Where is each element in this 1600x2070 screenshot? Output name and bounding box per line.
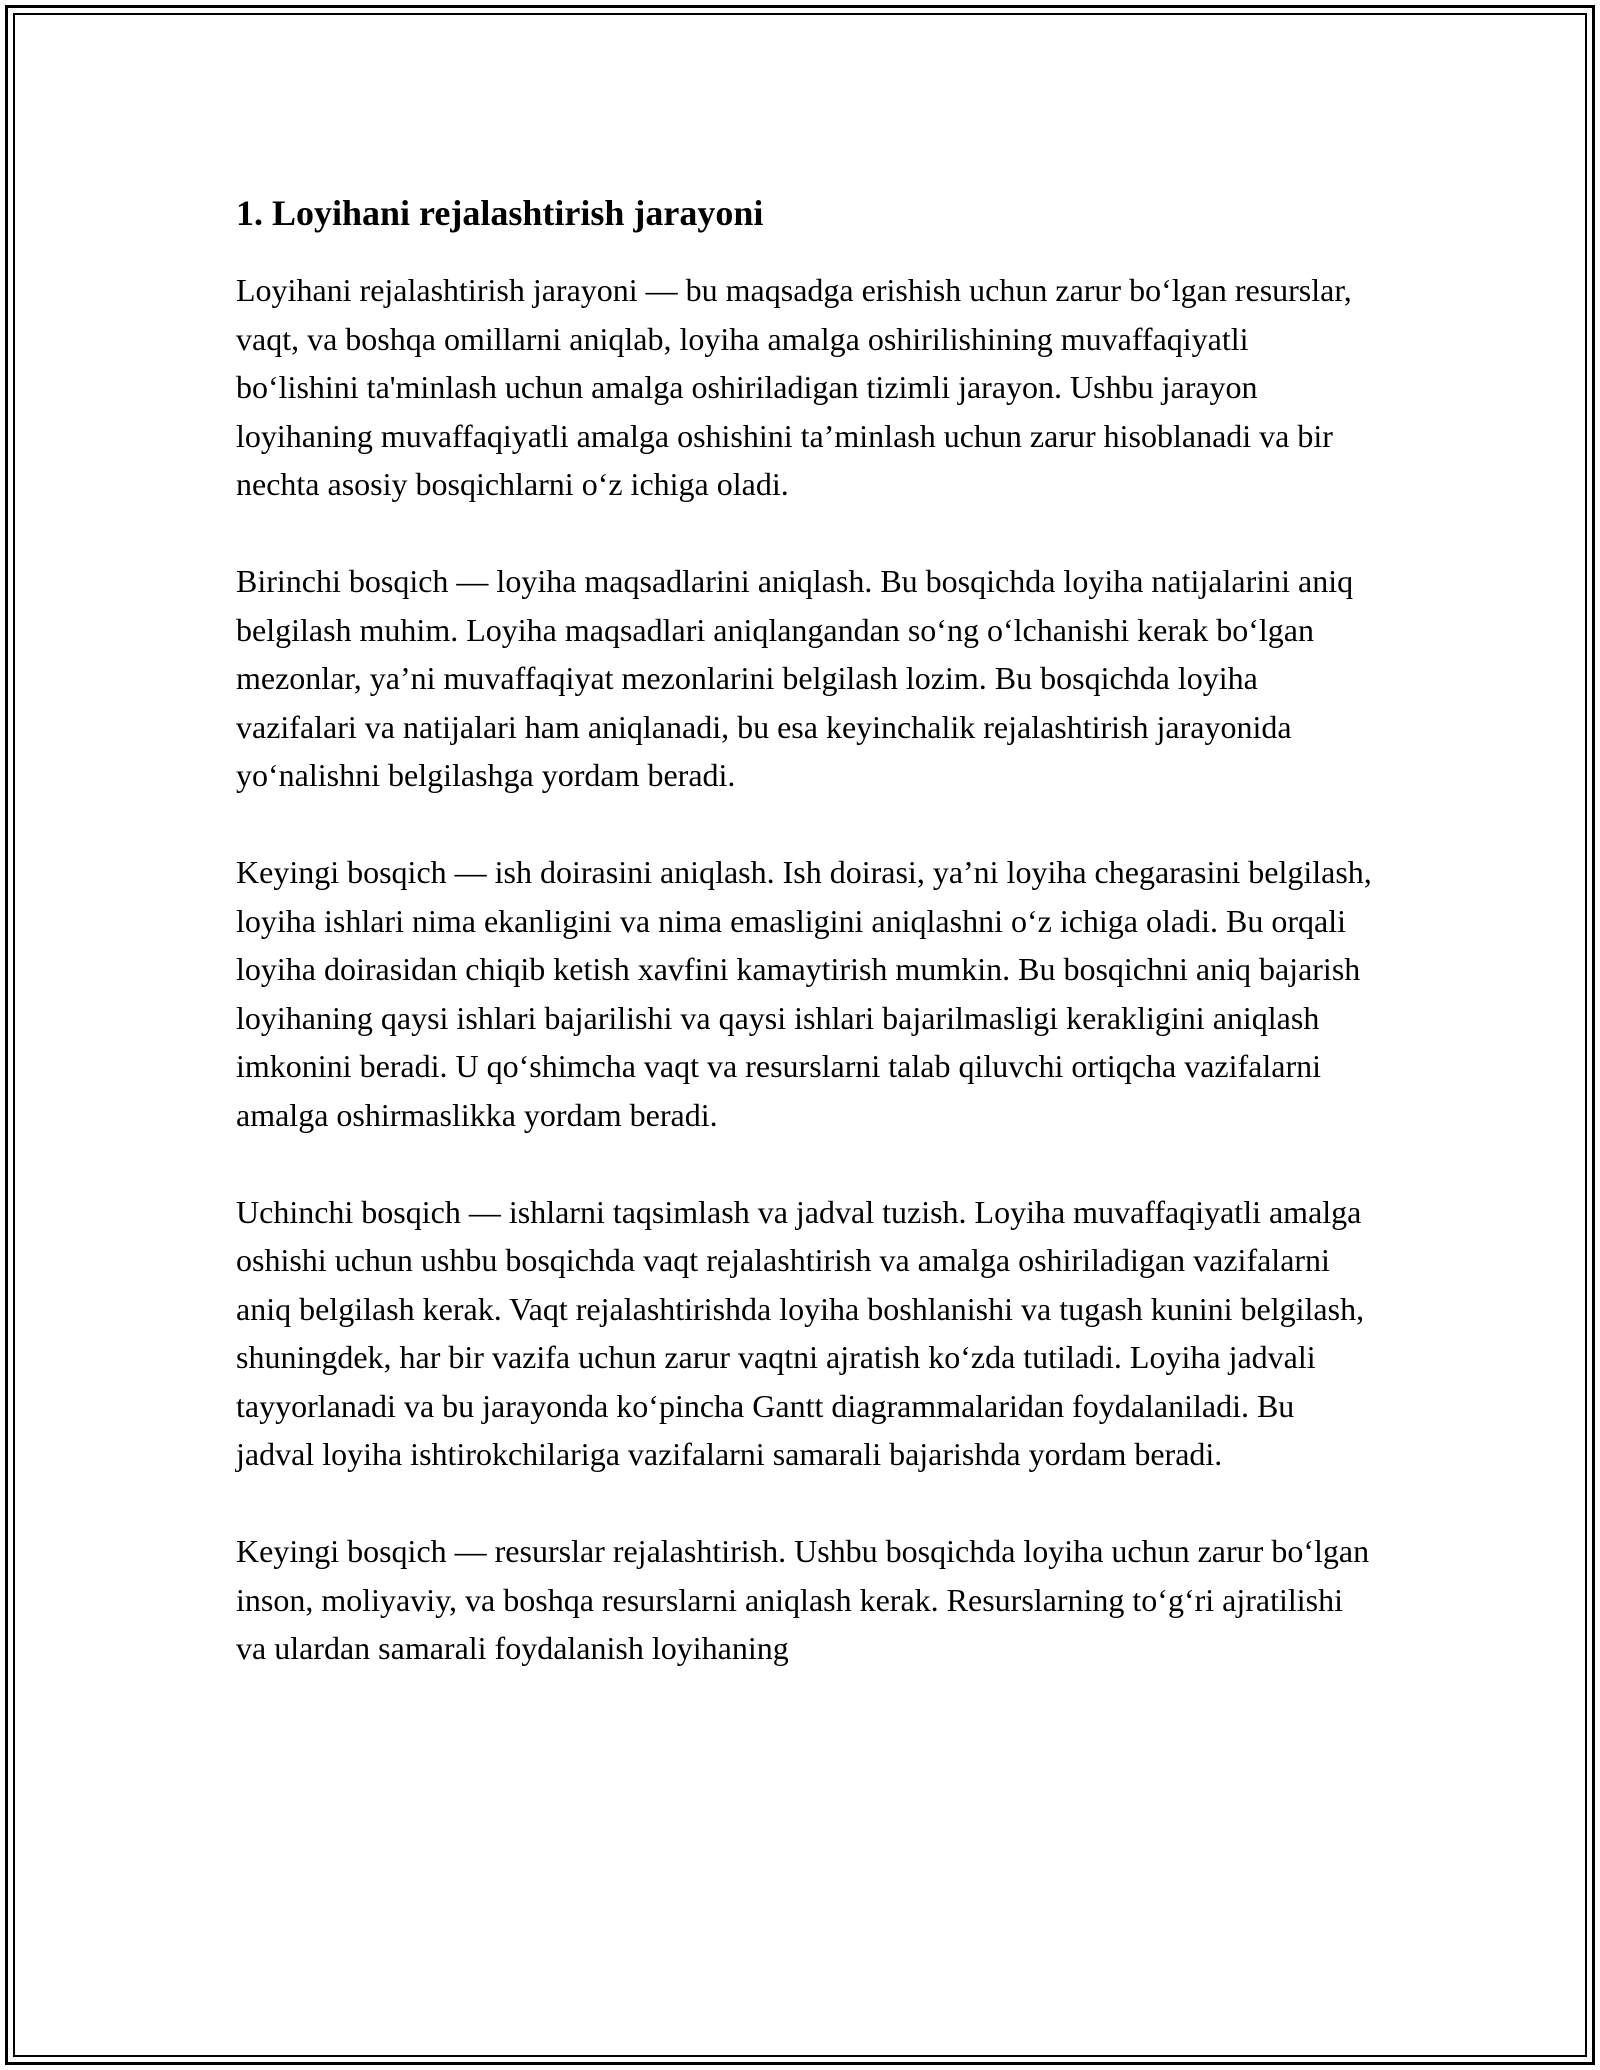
paragraph-resources-stage: Keyingi bosqich — resurslar rejalashtirish. Ushbu bosqichda loyiha uchun zarur bo‘lgan inson, moliyaviy, va boshqa resurslarni aniqlash kerak. Resurslarning to‘g‘ri ajratilishi va ulardan samarali foydalanish loyihaning bbox=[236, 1533, 1370, 1666]
paragraph-first-stage: Birinchi bosqich — loyiha maqsadlarini aniqlash. Bu bosqichda loyiha natijalarini aniq belgilash muhim. Loyiha maqsadlari aniqlangandan so‘ng o‘lchanishi kerak bo‘lgan mezonlar, ya’ni muvaffaqiyat mezonlarini belgilash lozim. Bu bosqichda loyiha vazifalari va natijalari ham aniqlanadi, bu esa keyinchalik rejalashtirish jarayonida yo‘nalishni belgilashga yordam beradi. bbox=[236, 563, 1354, 793]
paragraph-third-stage: Uchinchi bosqich — ishlarni taqsimlash va jadval tuzish. Loyiha muvaffaqiyatli amalga oshishi uchun ushbu bosqichda vaqt rejalashtirish va amalga oshiriladigan vazifalarni aniq belgilash kerak. Vaqt rejalashtirishda loyiha boshlanishi va tugash kunini belgilash, shuningdek, har bir vazifa uchun zarur vaqtni ajratish ko‘zda tutiladi. Loyiha jadvali tayyorlanadi va bu jarayonda ko‘pincha Gantt diagrammalaridan foydalaniladi. Bu jadval loyiha ishtirokchilariga vazifalarni samarali bajarishda yordam beradi. bbox=[236, 1193, 1365, 1472]
paragraph-scope-stage: Keyingi bosqich — ish doirasini aniqlash. Ish doirasi, ya’ni loyiha chegarasini belgilash, loyiha ishlari nima ekanligini va nima emasligini aniqlashni o‘z ichiga oladi. Bu orqali loyiha doirasidan chiqib ketish xavfini kamaytirish mumkin. Bu bosqichni aniq bajarish loyihaning qaysi ishlari bajarilishi va qaysi ishlari bajarilmasligi kerakligini aniqlash imkonini beradi. U qo‘shimcha vaqt va resurslarni talab qiluvchi ortiqcha vazifalarni amalga oshirmaslikka yordam beradi. bbox=[236, 854, 1372, 1133]
section-heading: 1. Loyihani rejalashtirish jarayoni bbox=[236, 193, 764, 233]
paragraph-intro: Loyihani rejalashtirish jarayoni — bu maqsadga erishish uchun zarur bo‘lgan resurslar, vaqt, va boshqa omillarni aniqlab, loyiha amalga oshirilishining muvaffaqiyatli bo‘lishini ta'minlash uchun amalga oshiriladigan tizimli jarayon. Ushbu jarayon loyihaning muvaffaqiyatli amalga oshishini ta’minlash uchun zarur hisoblanadi va bir nechta asosiy bosqichlarni o‘z ichiga oladi. bbox=[236, 272, 1352, 502]
document-body bbox=[236, 188, 1376, 1673]
